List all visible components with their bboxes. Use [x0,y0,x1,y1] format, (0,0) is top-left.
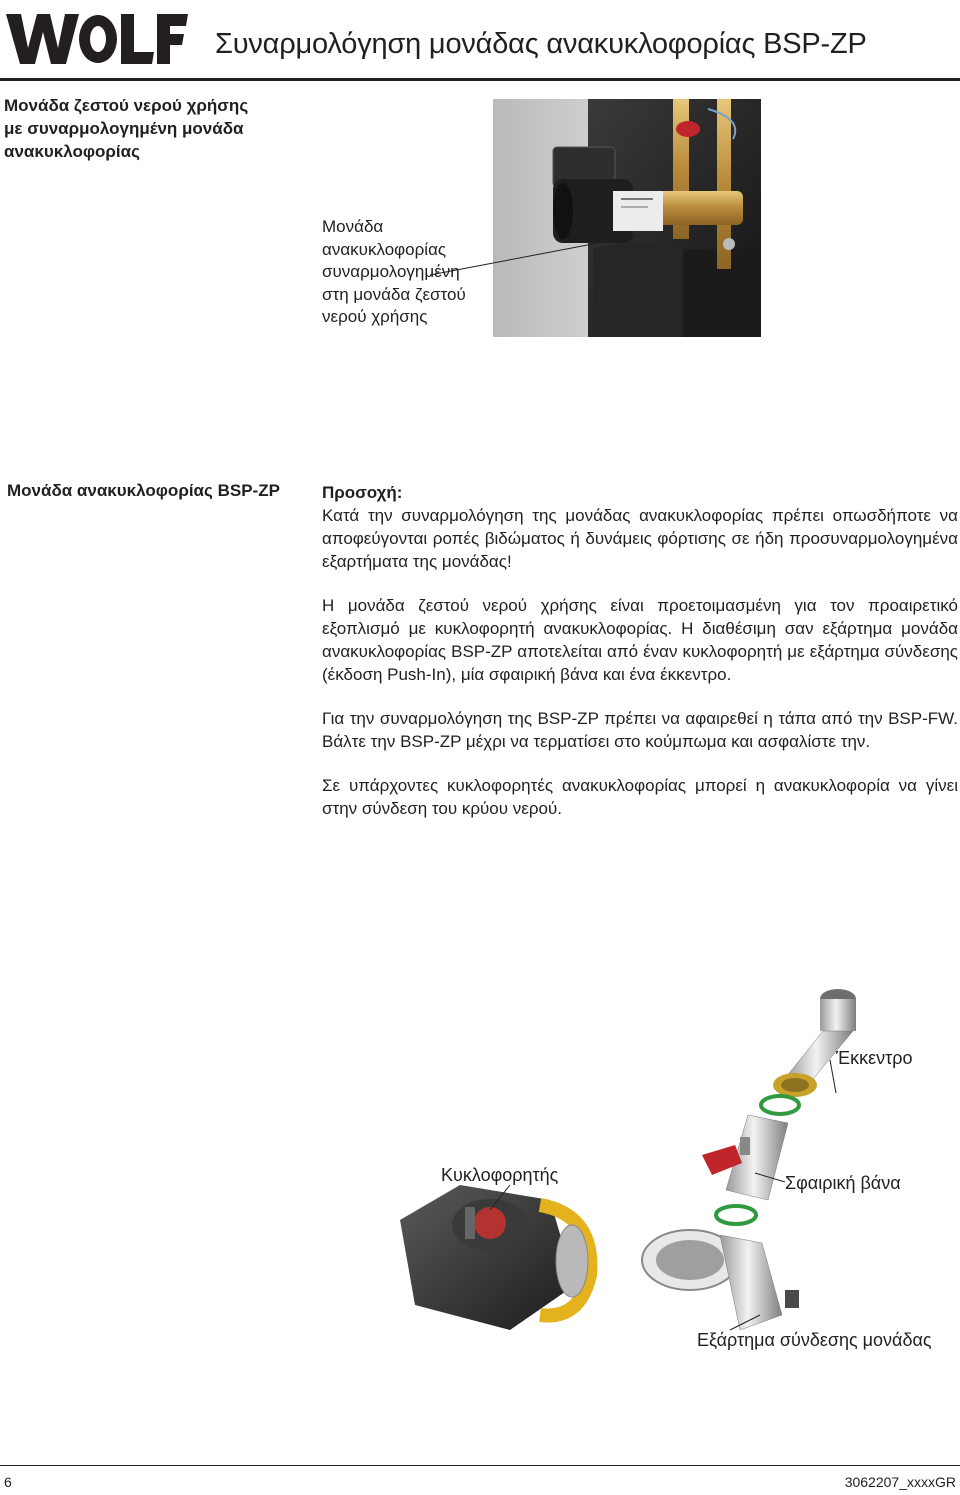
label-connector: Εξάρτημα σύνδεσης μονάδας [697,1330,932,1350]
wolf-logo [6,14,188,64]
caption-line: Μονάδα [322,217,384,236]
caption-line: νερού χρήσης [322,307,428,326]
caption-leader-line [430,230,640,290]
heading-line: ανακυκλοφορίας [4,142,140,161]
footer-divider [0,1465,960,1466]
label-eccentric: Έκκεντρο [836,1048,913,1068]
heading-line: με συναρμολογημένη μονάδα [4,119,244,138]
attention-text: Κατά την συναρμολόγηση της μονάδας ανακυκλοφορίας πρέπει οπωσδήποτε να αποφεύγονται ροπές βιδώματος ή δυνάμεις φόρτισης σε ήδη προσυναρμολογημένα εξαρτήματα της μονάδας! [322,506,958,571]
caption-line: συναρμολογημένη [322,262,460,281]
header-divider [0,78,960,81]
document-code: 3062207_xxxxGR [844,1474,956,1490]
caption-line: ανακυκλοφορίας [322,239,447,259]
label-ball-valve: Σφαιρική βάνα [785,1173,901,1193]
section-heading-hot-water-unit [4,94,294,163]
caption-line: στη μονάδα ζεστού [322,284,466,304]
ball-valve-part [702,1115,788,1200]
paragraph-existing-pumps: Σε υπάρχοντες κυκλοφορητές ανακυκλοφορίας μπορεί η ανακυκλοφορία να γίνει στην σύνδεση του κρύου νερού. [322,776,958,818]
installed-unit-photo [493,99,761,337]
section-heading-recirculation-unit: Μονάδα ανακυκλοφορίας BSP-ZP [7,481,280,500]
eccentric-part [773,989,856,1097]
seal-ring-bottom [716,1206,756,1224]
page-number: 6 [4,1474,12,1490]
body-text [322,481,958,820]
attention-label: Προσοχή: [322,483,403,502]
page-title: Συναρμολόγηση μονάδας ανακυκλοφορίας BSP-ZP [215,28,867,60]
connector-part [642,1230,799,1330]
circulator-part [400,1185,590,1330]
seal-ring-top [761,1096,799,1114]
paragraph-assembly: Για την συναρμολόγηση της BSP-ZP πρέπει να αφαιρεθεί η τάπα από την BSP-FW. Βάλτε την BSP-ZP μέχρι να τερματίσει στο κούμπωμα και ασφαλίστε την. [322,709,958,751]
label-circulator: Κυκλοφορητής [441,1165,559,1185]
paragraph-equipment: Η μονάδα ζεστού νερού χρήσης είναι προετοιμασμένη για τον προαιρετικό εξοπλισμό με κυκλοφορητή ανακυκλοφορίας. Η διαθέσιμη σαν εξάρτημα μονάδα ανακυκλοφορίας BSP-ZP αποτελείται από έναν κυκλοφορητή με εξάρτημα σύνδεσης (έκδοση Push-In), μία σφαιρική βάνα και ένα έκκεντρο. [322,596,958,684]
heading-line: Μονάδα ζεστού νερού χρήσης [4,96,249,115]
